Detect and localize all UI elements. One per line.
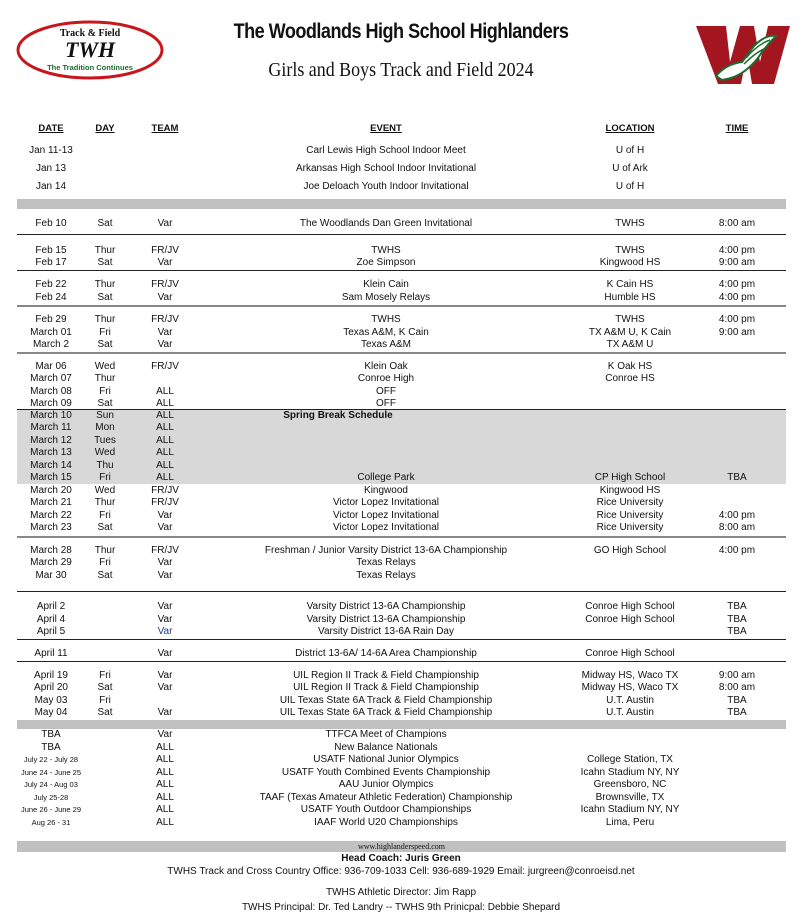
row-event: College Park — [357, 472, 415, 483]
table-row — [0, 485, 802, 498]
row-time: TBA — [727, 614, 747, 625]
row-team: Var — [157, 601, 173, 612]
table-row — [0, 361, 802, 374]
row-event: Varsity District 13-6A Rain Day — [318, 626, 454, 637]
row-date: March 14 — [30, 460, 72, 471]
row-day: Fri — [99, 670, 111, 681]
page-title: The Woodlands High School Highlanders — [233, 20, 569, 43]
row-date: Aug 26 - 31 — [31, 818, 71, 827]
row-date: March 12 — [30, 435, 72, 446]
row-team: FR/JV — [151, 545, 179, 556]
row-location: Conroe High School — [585, 601, 675, 612]
row-location: TWHS — [615, 245, 645, 256]
row-event: Victor Lopez Invitational — [333, 522, 439, 533]
row-day: Wed — [94, 361, 116, 372]
table-row — [0, 648, 802, 661]
row-date: Jan 11-13 — [29, 145, 73, 156]
section-divider — [17, 352, 786, 354]
row-team: FR/JV — [151, 314, 179, 325]
row-event: AAU Junior Olympics — [338, 779, 434, 790]
section-divider — [17, 305, 786, 307]
row-date: March 21 — [30, 497, 72, 508]
svg-text:The Tradition Continues: The Tradition Continues — [47, 63, 133, 72]
table-row — [0, 497, 802, 510]
table-row — [0, 460, 802, 473]
row-team: ALL — [156, 422, 174, 433]
row-day: Sat — [97, 218, 113, 229]
row-date: April 20 — [34, 682, 68, 693]
row-team: Var — [157, 614, 173, 625]
row-location: TWHS — [615, 314, 645, 325]
table-row — [0, 682, 802, 695]
winged-w-logo — [696, 24, 790, 86]
section-divider-band — [17, 720, 786, 729]
row-event: Freshman / Junior Varsity District 13-6A Championship — [264, 545, 508, 556]
row-event: Arkansas High School Indoor Invitational — [295, 163, 477, 174]
row-day: Fri — [99, 510, 111, 521]
principals: TWHS Principal: Dr. Ted Landry -- TWHS 9th Prinicpal: Debbie Shepard — [241, 902, 561, 913]
table-row — [0, 314, 802, 327]
row-location: U.T. Austin — [606, 707, 654, 718]
row-team: Var — [157, 626, 173, 637]
row-date: March 09 — [30, 398, 72, 409]
row-time: TBA — [727, 695, 747, 706]
row-day: Thur — [94, 373, 116, 384]
row-event: OFF — [376, 386, 396, 397]
row-location: Conroe High School — [585, 614, 675, 625]
row-team: ALL — [156, 792, 174, 803]
row-location: Midway HS, Waco TX — [581, 682, 679, 693]
table-row — [0, 327, 802, 340]
row-day: Wed — [94, 485, 116, 496]
row-date: March 2 — [32, 339, 70, 350]
row-team: Var — [157, 522, 173, 533]
row-event: UIL Texas State 6A Track & Field Championship — [279, 695, 493, 706]
row-location: U.T. Austin — [606, 695, 654, 706]
row-date: April 4 — [36, 614, 66, 625]
section-divider — [17, 661, 786, 662]
row-location: Humble HS — [604, 292, 656, 303]
table-row — [0, 510, 802, 523]
row-event: UIL Region II Track & Field Championship — [293, 670, 479, 681]
row-team: ALL — [156, 435, 174, 446]
row-date: March 20 — [30, 485, 72, 496]
row-location: Midway HS, Waco TX — [581, 670, 679, 681]
row-team: Var — [157, 729, 173, 740]
section-divider — [17, 639, 786, 640]
row-date: March 22 — [30, 510, 72, 521]
row-team: FR/JV — [151, 245, 179, 256]
column-header-location: LOCATION — [605, 123, 655, 134]
row-event: UIL Region II Track & Field Championship — [293, 682, 479, 693]
row-team: Var — [157, 682, 173, 693]
row-location: Kingwood HS — [599, 257, 661, 268]
row-location: U of H — [615, 145, 645, 156]
row-event: Victor Lopez Invitational — [333, 497, 439, 508]
row-date: TBA — [41, 729, 61, 740]
row-team: ALL — [156, 398, 174, 409]
row-date: TBA — [41, 742, 61, 753]
row-event: Victor Lopez Invitational — [333, 510, 439, 521]
row-team: ALL — [156, 447, 174, 458]
section-divider — [17, 536, 786, 538]
row-time: 4:00 pm — [718, 545, 756, 556]
row-date: March 11 — [30, 422, 72, 433]
page-subtitle: Girls and Boys Track and Field 2024 — [268, 60, 534, 81]
row-team: ALL — [156, 472, 174, 483]
row-date: May 04 — [34, 707, 68, 718]
row-team: Var — [157, 257, 173, 268]
row-day: Sat — [97, 257, 113, 268]
row-time: 8:00 am — [718, 522, 756, 533]
row-date: July 22 - July 28 — [23, 755, 79, 764]
row-location: U of Ark — [612, 163, 648, 174]
row-day: Tues — [94, 435, 116, 446]
row-day: Fri — [99, 386, 111, 397]
row-event: Texas A&M — [360, 339, 412, 350]
table-row — [0, 422, 802, 435]
section-divider — [17, 234, 786, 235]
row-event: Texas A&M, K Cain — [343, 327, 429, 338]
row-team: Var — [157, 707, 173, 718]
row-day: Sat — [97, 682, 113, 693]
column-header-team: TEAM — [151, 123, 179, 134]
table-row — [0, 218, 802, 231]
row-event: USATF Youth Combined Events Championship — [281, 767, 491, 778]
row-event: TWHS — [371, 245, 401, 256]
row-team: ALL — [156, 779, 174, 790]
row-time: TBA — [727, 707, 747, 718]
row-day: Thur — [94, 279, 116, 290]
table-header — [0, 123, 802, 136]
table-row — [0, 245, 802, 258]
row-date: Feb 22 — [35, 279, 67, 290]
row-team: ALL — [156, 410, 174, 421]
row-date: Feb 24 — [35, 292, 67, 303]
row-event: Conroe High — [357, 373, 415, 384]
table-row — [0, 545, 802, 558]
table-row — [0, 754, 802, 767]
row-team: ALL — [156, 767, 174, 778]
table-row — [0, 373, 802, 386]
row-event: Klein Cain — [363, 279, 409, 290]
row-event: OFF — [376, 398, 396, 409]
row-event: New Balance Nationals — [334, 742, 438, 753]
row-team: Var — [157, 292, 173, 303]
row-date: March 07 — [30, 373, 72, 384]
row-team: Var — [157, 570, 173, 581]
row-day: Wed — [94, 447, 116, 458]
table-row — [0, 257, 802, 270]
row-location: TWHS — [615, 218, 645, 229]
row-day: Sat — [97, 570, 113, 581]
row-day: Sat — [97, 707, 113, 718]
table-row — [0, 557, 802, 570]
row-time: 4:00 pm — [718, 279, 756, 290]
row-day: Sat — [97, 292, 113, 303]
row-date: Feb 17 — [35, 257, 67, 268]
table-row — [0, 707, 802, 720]
row-team: FR/JV — [151, 497, 179, 508]
row-event: Texas Relays — [356, 557, 416, 568]
row-location: Rice University — [596, 510, 664, 521]
row-event: Sam Mosely Relays — [341, 292, 431, 303]
row-event: UIL Texas State 6A Track & Field Championship — [279, 707, 493, 718]
section-divider — [17, 591, 786, 592]
table-row — [0, 626, 802, 639]
row-location: CP High School — [594, 472, 666, 483]
row-day: Sun — [96, 410, 114, 421]
row-time: 8:00 am — [718, 682, 756, 693]
section-divider — [17, 270, 786, 271]
table-row — [0, 742, 802, 755]
row-location: K Oak HS — [607, 361, 653, 372]
row-date: March 01 — [30, 327, 72, 338]
table-row — [0, 729, 802, 742]
row-location: Rice University — [596, 522, 664, 533]
table-row — [0, 695, 802, 708]
row-day: Sat — [97, 339, 113, 350]
row-location: Lima, Peru — [605, 817, 655, 828]
row-location: GO High School — [593, 545, 667, 556]
row-day: Sat — [97, 522, 113, 533]
table-row — [0, 145, 802, 158]
row-team: ALL — [156, 804, 174, 815]
row-time: 4:00 pm — [718, 314, 756, 325]
row-team: Var — [157, 557, 173, 568]
row-team: FR/JV — [151, 361, 179, 372]
svg-text:TWH: TWH — [64, 37, 116, 62]
table-row — [0, 339, 802, 352]
row-team: ALL — [156, 817, 174, 828]
row-team: ALL — [156, 754, 174, 765]
row-time: 4:00 pm — [718, 510, 756, 521]
table-row — [0, 670, 802, 683]
section-divider-band — [17, 199, 786, 209]
row-date: June 24 - June 25 — [20, 768, 82, 777]
row-time: TBA — [727, 626, 747, 637]
row-date: March 29 — [30, 557, 72, 568]
column-header-event: EVENT — [370, 123, 402, 134]
row-date: Jan 13 — [35, 163, 67, 174]
row-location: Brownsville, TX — [595, 792, 665, 803]
row-event: The Woodlands Dan Green Invitational — [299, 218, 473, 229]
row-location: Greensboro, NC — [593, 779, 667, 790]
row-event: Kingwood — [364, 485, 408, 496]
row-date: March 10 — [30, 410, 72, 421]
table-row — [0, 804, 802, 817]
row-time: 9:00 am — [718, 327, 756, 338]
table-row — [0, 472, 802, 485]
row-location: Conroe High School — [585, 648, 675, 659]
row-date: July 24 - Aug 03 — [24, 780, 78, 789]
table-row — [0, 447, 802, 460]
row-day: Sat — [97, 398, 113, 409]
row-date: May 03 — [34, 695, 68, 706]
row-location: Icahn Stadium NY, NY — [580, 804, 680, 815]
row-time: TBA — [727, 601, 747, 612]
row-event: TWHS — [371, 314, 401, 325]
row-event: TAAF (Texas Amateur Athletic Federation) Championship — [259, 792, 513, 803]
svg-text:Track & Field: Track & Field — [59, 28, 121, 39]
row-day: Thu — [96, 460, 114, 471]
column-header-day: DAY — [95, 123, 115, 134]
row-date: Feb 15 — [35, 245, 67, 256]
row-date: June 26 - June 29 — [20, 805, 82, 814]
row-day: Thur — [94, 545, 116, 556]
row-date: April 2 — [36, 601, 66, 612]
row-team: ALL — [156, 460, 174, 471]
row-location: College Station, TX — [587, 754, 673, 765]
row-day: Fri — [99, 472, 111, 483]
row-team: Var — [157, 648, 173, 659]
row-event: TTFCA Meet of Champions — [325, 729, 447, 740]
row-event: Klein Oak — [364, 361, 408, 372]
row-time: 4:00 pm — [718, 292, 756, 303]
row-team: ALL — [156, 742, 174, 753]
row-team: ALL — [156, 386, 174, 397]
row-date: April 11 — [34, 648, 68, 659]
row-event: Varsity District 13-6A Championship — [306, 614, 466, 625]
row-event: Carl Lewis High School Indoor Meet — [306, 145, 466, 156]
row-date: March 28 — [30, 545, 72, 556]
row-date: Feb 29 — [35, 314, 67, 325]
table-row — [0, 435, 802, 448]
row-day: Mon — [95, 422, 115, 433]
table-row — [0, 292, 802, 305]
column-header-time: TIME — [725, 123, 749, 134]
row-event: District 13-6A/ 14-6A Area Championship — [295, 648, 477, 659]
table-row — [0, 792, 802, 805]
row-location: K Cain HS — [606, 279, 654, 290]
table-row — [0, 817, 802, 830]
table-row — [0, 279, 802, 292]
row-time: 9:00 am — [718, 257, 756, 268]
table-row — [0, 767, 802, 780]
table-row — [0, 398, 802, 411]
row-date: Feb 10 — [35, 218, 67, 229]
row-event: USATF National Junior Olympics — [313, 754, 459, 765]
row-day: Fri — [99, 557, 111, 568]
row-date: Mar 06 — [35, 361, 67, 372]
row-location: Conroe HS — [605, 373, 655, 384]
row-location: Icahn Stadium NY, NY — [580, 767, 680, 778]
head-coach: Head Coach: Juris Green — [341, 853, 461, 864]
table-row — [0, 386, 802, 399]
row-time: TBA — [727, 472, 747, 483]
row-team: Var — [157, 339, 173, 350]
row-day: Fri — [99, 695, 111, 706]
row-location: Kingwood HS — [599, 485, 661, 496]
row-day: Thur — [94, 245, 116, 256]
row-date: March 15 — [30, 472, 72, 483]
contact-info: TWHS Track and Cross Country Office: 936-709-1033 Cell: 936-689-1929 Email: jurgreen@conroeisd.net — [167, 866, 635, 877]
table-row — [0, 522, 802, 535]
column-header-date: DATE — [38, 123, 64, 134]
spring-break-label: Spring Break Schedule — [283, 410, 393, 421]
row-team: FR/JV — [151, 279, 179, 290]
row-date: July 25-28 — [33, 793, 69, 802]
row-date: March 23 — [30, 522, 72, 533]
row-date: April 19 — [34, 670, 68, 681]
row-team: Var — [157, 510, 173, 521]
row-event: Texas Relays — [356, 570, 416, 581]
row-team: FR/JV — [151, 485, 179, 496]
row-date: April 5 — [36, 626, 66, 637]
row-event: Varsity District 13-6A Championship — [306, 601, 466, 612]
row-location: Rice University — [596, 497, 664, 508]
table-row — [0, 601, 802, 614]
row-time: 9:00 am — [718, 670, 756, 681]
row-date: March 13 — [30, 447, 72, 458]
row-date: March 08 — [30, 386, 72, 397]
row-day: Thur — [94, 314, 116, 325]
row-event: IAAF World U20 Championships — [314, 817, 458, 828]
athletic-director: TWHS Athletic Director: Jim Rapp — [325, 887, 477, 898]
table-row — [0, 779, 802, 792]
row-event: Joe Deloach Youth Indoor Invitational — [303, 181, 469, 192]
row-event: USATF Youth Outdoor Championships — [300, 804, 472, 815]
page-header — [0, 0, 802, 110]
row-team: Var — [157, 327, 173, 338]
row-time: 4:00 pm — [718, 245, 756, 256]
table-row — [0, 181, 802, 194]
table-row — [0, 163, 802, 176]
table-row — [0, 614, 802, 627]
website-link[interactable]: www.highlanderspeed.com — [17, 841, 786, 852]
row-location: TX A&M U, K Cain — [588, 327, 672, 338]
row-day: Thur — [94, 497, 116, 508]
row-location: U of H — [615, 181, 645, 192]
row-date: Mar 30 — [35, 570, 67, 581]
row-team: Var — [157, 218, 173, 229]
table-row — [0, 410, 802, 423]
row-event: Zoe Simpson — [356, 257, 416, 268]
row-location: TX A&M U — [606, 339, 654, 350]
table-row — [0, 570, 802, 583]
row-date: Jan 14 — [35, 181, 67, 192]
row-time: 8:00 am — [718, 218, 756, 229]
row-day: Fri — [99, 327, 111, 338]
row-team: Var — [157, 670, 173, 681]
